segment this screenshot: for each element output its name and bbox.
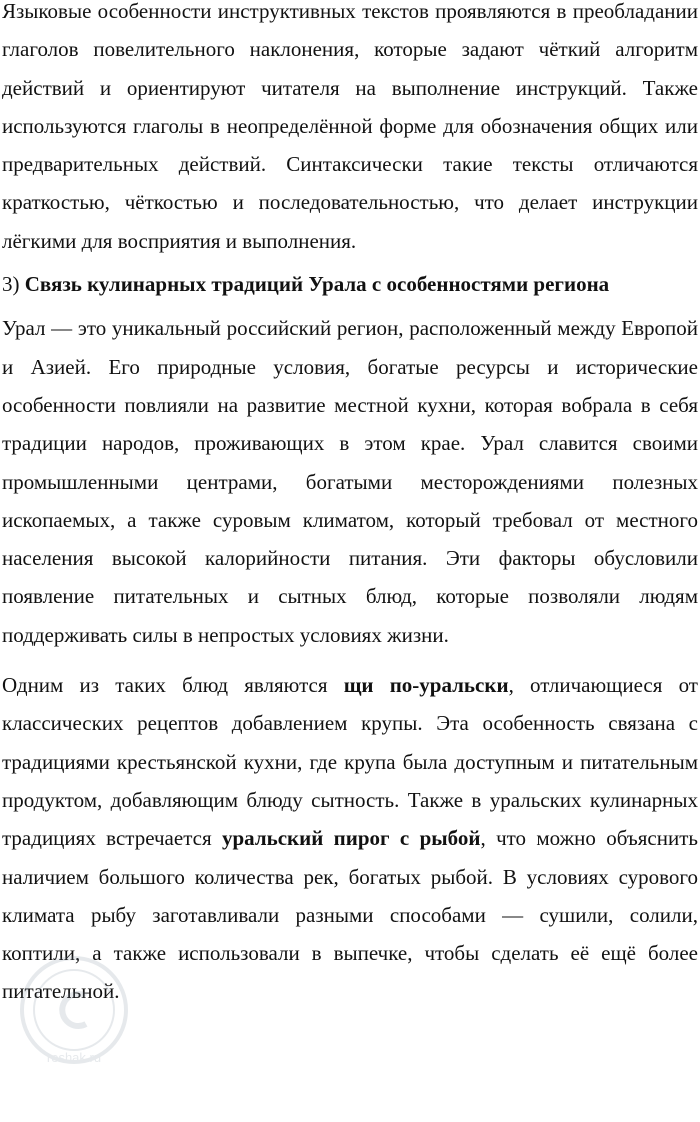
watermark-text: reshak.ru (46, 1050, 102, 1065)
bold-dish-shchi: щи по-уральски (343, 673, 509, 698)
paragraph-text-part1: Одним из таких блюд являются (2, 673, 344, 698)
paragraph-ural-dishes (2, 666, 698, 1011)
bold-dish-fish-pie: уральский пирог с рыбой (221, 826, 481, 851)
paragraph-text-part3: , что можно объяснить наличием большого количества рек, богатых рыбой. В условиях сурового климата рыбу заготавливали разными способами — сушили, солили, коптили, а также использовали в выпечке, чтобы сделать её ещё более питательной. (2, 826, 698, 1004)
section-heading-title: Связь кулинарных традиций Урала с особенностями региона (24, 272, 610, 297)
paragraph-text-part2: , отличающиеся от классических рецептов добавлением крупы. Эта особенность связана с традициями крестьянской кухни, где крупа была доступным и питательным продуктом, добавляющим блюду сытность. Также в уральских кулинарных традициях встречается (2, 673, 698, 851)
document-page (2, 0, 698, 1011)
paragraph-ural-region: Урал — это уникальный российский регион, расположенный между Европой и Азией. Его природные условия, богатые ресурсы и исторические особенности повлияли на развитие местной кухни, которая вобрала в себя традиции народов, проживающих в этом крае. Урал славится своими промышленными центрами, богатыми месторождениями полезных ископаемых, а также суровым климатом, который требовал от местного населения высокой калорийности питания. Эти факторы обусловили появление питательных и сытных блюд, которые позволяли людям поддерживать силы в непростых условиях жизни. (2, 316, 698, 647)
section-heading-number: 3) (2, 272, 20, 297)
section-heading (2, 265, 698, 303)
paragraph-instructive-texts: Языковые особенности инструктивных текстов проявляются в преобладании глаголов повелительного наклонения, которые задают чёткий алгоритм действий и ориентируют читателя на выполнение инструкций. Также используются глаголы в неопределённой форме для обозначения общих или предварительных действий. Синтаксически такие тексты отличаются краткостью, чёткостью и последовательностью, что делает инструкции лёгкими для восприятия и выполнения. (2, 0, 698, 253)
